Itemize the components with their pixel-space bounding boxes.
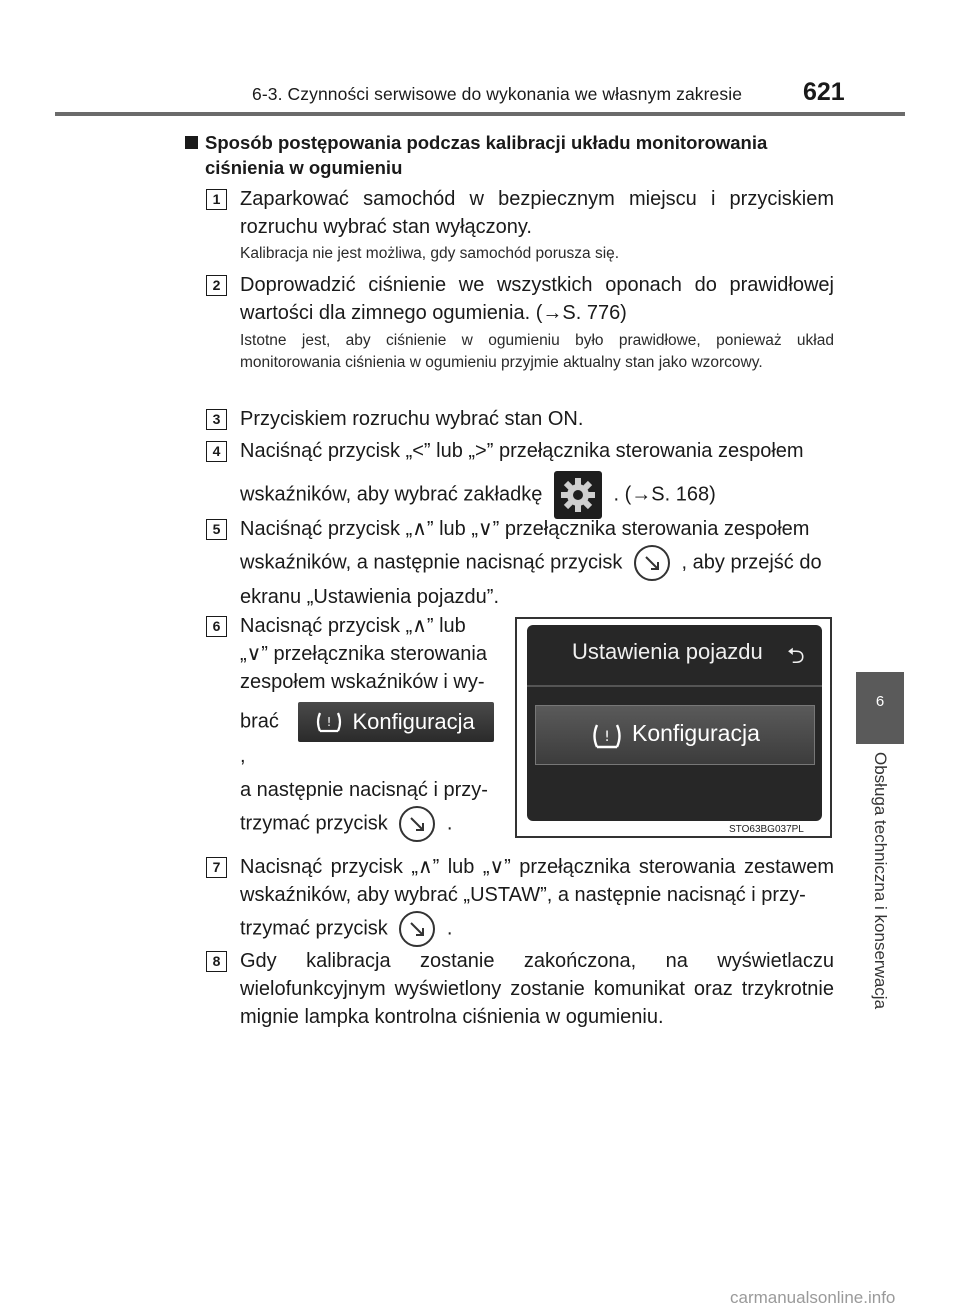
step-1-note: Kalibracja nie jest możliwa, gdy samochód porusza się. <box>240 245 620 262</box>
back-icon: ⮌ <box>787 643 805 668</box>
step-6-line3: zespołem wskaźników i wy- <box>240 671 485 693</box>
step-6-line4 <box>240 702 498 770</box>
step-8-text: Gdy kalibracja zostanie zakończona, na wyświetlaczu wielofunkcyjnym wyświetlony zostanie komunikat oraz trzykrotnie mignie lampka kontrolna ciśnienia w ogumieniu. <box>240 950 834 1028</box>
settings-gear-icon <box>554 471 602 519</box>
section-heading-line1: Sposób postępowania podczas kalibracji układu monitorowania <box>205 132 768 153</box>
step-6-text <box>240 612 498 842</box>
step-6-period: . <box>446 812 453 835</box>
header-rule <box>55 112 905 116</box>
step-2-text: Doprowadzić ciśnienie we wszystkich oponach do prawidłowej wartości dla zimnego ogumienia. (→S. 776) <box>240 274 834 324</box>
step-number-6: 6 <box>206 616 227 637</box>
display-screen <box>527 625 822 821</box>
chapter-label: Obsługa techniczna i konserwacja <box>871 752 890 1010</box>
step-6-line4-text: brać <box>240 710 279 733</box>
step-4-text <box>240 437 834 519</box>
step-4-line2-text: wskaźników, aby wybrać zakładkę <box>240 483 543 506</box>
step-4-line2 <box>240 471 834 519</box>
step-4-line1: Naciśnąć przycisk „<” lub „>” przełącznika sterowania zespołem <box>240 440 804 462</box>
step-5-line2-text: wskaźników, a następnie nacisnąć przycisk <box>240 551 623 574</box>
watermark: carmanualsonline.info <box>730 1288 896 1307</box>
konfiguracja-button-image <box>298 702 494 742</box>
step-7-line3-text: trzymać przycisk <box>240 917 388 940</box>
step-6-line6-text: trzymać przycisk <box>240 812 388 835</box>
tire-pressure-icon <box>590 722 624 750</box>
step-5-line1: Naciśnąć przycisk „∧” lub „∨” przełącznika sterowania zespołem <box>240 518 810 540</box>
step-3-text: Przyciskiem rozruchu wybrać stan ON. <box>240 408 584 430</box>
selected-menu-item-label: Konfiguracja <box>632 720 760 746</box>
step-number-3: 3 <box>206 409 227 430</box>
step-5-line2 <box>240 545 834 581</box>
step-number-5: 5 <box>206 519 227 540</box>
step-4-line2-ref: . (→S. 168) <box>613 483 716 506</box>
step-7-line3 <box>240 911 834 947</box>
svg-text:!: ! <box>604 729 610 745</box>
step-1-text: Zaparkować samochód w bezpiecznym miejscu i przyciskiem rozruchu wybrać stan wyłączony. <box>240 188 834 238</box>
step-7-text <box>240 853 834 947</box>
step-7-period: . <box>446 917 453 940</box>
selected-menu-item <box>535 705 815 765</box>
tire-pressure-icon <box>314 710 344 734</box>
step-6-line1: Nacisnąć przycisk „∧” lub <box>240 615 466 637</box>
step-6-line6 <box>240 806 498 842</box>
step-7-line1: Nacisnąć przycisk „∧” lub „∨” przełącznika sterowania zestawem wskaźników, aby wybrać „USTAW”, a następnie nacisnąć i przy- <box>240 856 834 906</box>
step-number-7: 7 <box>206 857 227 878</box>
enter-button-icon <box>399 911 435 947</box>
bullet-square-icon <box>185 136 198 149</box>
step-6-comma: , <box>240 745 246 767</box>
step-5-line3: ekranu „Ustawienia pojazdu”. <box>240 586 500 608</box>
enter-button-icon <box>399 806 435 842</box>
screen-separator <box>527 685 822 687</box>
enter-button-icon <box>634 545 670 581</box>
figure-id: STO63BG037PL <box>729 824 804 835</box>
chapter-tab <box>856 672 904 744</box>
step-2-note: Istotne jest, aby ciśnienie w ogumieniu było prawidłowe, ponieważ układ monitorowania ciśnienia w ogumieniu przyjmie aktualny stan jako wzorcowy. <box>240 332 834 371</box>
section-heading-line2: ciśnienia w ogumieniu <box>205 157 403 178</box>
section-heading <box>185 130 835 180</box>
header-section-title: 6-3. Czynności serwisowe do wykonania we własnym zakresie <box>252 84 743 104</box>
page-number: 621 <box>803 78 845 106</box>
step-6-line5: a następnie nacisnąć i przy- <box>240 779 488 801</box>
step-number-8: 8 <box>206 951 227 972</box>
step-5-text <box>240 515 834 611</box>
display-figure <box>515 617 832 838</box>
chapter-number: 6 <box>875 693 885 710</box>
step-number-1: 1 <box>206 189 227 210</box>
svg-text:!: ! <box>327 715 332 729</box>
konfiguracja-button-label: Konfiguracja <box>352 709 475 734</box>
step-6-line2: „∨” przełącznika sterowania <box>240 643 487 665</box>
step-number-2: 2 <box>206 275 227 296</box>
step-number-4: 4 <box>206 441 227 462</box>
step-5-line2-tail: , aby przejść do <box>681 551 822 574</box>
screen-title: Ustawienia pojazdu <box>572 639 763 664</box>
